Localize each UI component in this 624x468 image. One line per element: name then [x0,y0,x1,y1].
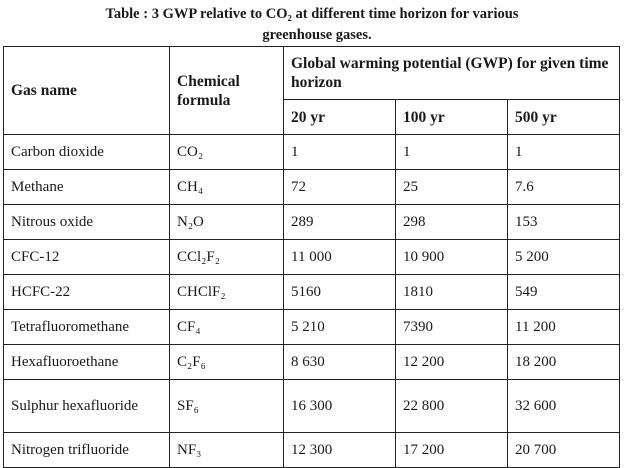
gwp-20yr-cell: 5160 [284,275,396,310]
gwp-20yr-cell: 12 300 [284,433,396,468]
gwp-100yr-cell: 25 [396,170,508,205]
header-gas-name: Gas name [4,47,170,135]
gwp-500yr-cell: 18 200 [508,345,620,380]
header-100yr: 100 yr [396,100,508,135]
gwp-20yr-cell: 11 000 [284,240,396,275]
formula-cell: CO₂ [170,135,284,170]
gwp-100yr-cell: 22 800 [396,380,508,433]
gwp-500yr-cell: 549 [508,275,620,310]
formula-cell: NF₃ [170,433,284,468]
gwp-500yr-cell: 11 200 [508,310,620,345]
table-caption [0,4,624,46]
gwp-100yr-cell: 1 [396,135,508,170]
gwp-20yr-cell: 72 [284,170,396,205]
formula-cell: C₂F₆ [170,345,284,380]
gwp-500yr-cell: 1 [508,135,620,170]
formula-cell: CCl₂F₂ [170,240,284,275]
gas-name-cell: Carbon dioxide [4,135,170,170]
gwp-100yr-cell: 7390 [396,310,508,345]
formula-cell: N₂O [170,205,284,240]
table-row [4,345,620,380]
table-row [4,205,620,240]
gwp-500yr-cell: 153 [508,205,620,240]
gwp-20yr-cell: 5 210 [284,310,396,345]
gwp-20yr-cell: 8 630 [284,345,396,380]
gas-name-cell: CFC-12 [4,240,170,275]
gwp-table [3,46,620,468]
gas-name-cell: HCFC-22 [4,275,170,310]
gwp-100yr-cell: 10 900 [396,240,508,275]
gwp-100yr-cell: 298 [396,205,508,240]
gas-name-cell: Nitrous oxide [4,205,170,240]
header-gwp: Global warming potential (GWP) for given time horizon [284,47,620,100]
formula-cell: CHClF₂ [170,275,284,310]
gwp-500yr-cell: 7.6 [508,170,620,205]
caption-line-2: greenhouse gases. [262,27,372,43]
gwp-20yr-cell: 289 [284,205,396,240]
gwp-100yr-cell: 17 200 [396,433,508,468]
gas-name-cell: Methane [4,170,170,205]
header-500yr: 500 yr [508,100,620,135]
header-chemical-formula: Chemical formula [170,47,284,135]
gas-name-cell: Hexafluoroethane [4,345,170,380]
table-row [4,275,620,310]
table-row [4,135,620,170]
gas-name-cell: Sulphur hexafluoride [4,380,170,433]
table-row [4,380,620,433]
formula-cell: CH₄ [170,170,284,205]
caption-line-1: Table : 3 GWP relative to CO₂ at different time horizon for various [105,6,519,22]
gwp-20yr-cell: 16 300 [284,380,396,433]
gwp-500yr-cell: 32 600 [508,380,620,433]
table-row [4,170,620,205]
table-row [4,240,620,275]
table-row [4,310,620,345]
formula-cell: SF₆ [170,380,284,433]
gwp-20yr-cell: 1 [284,135,396,170]
gwp-500yr-cell: 5 200 [508,240,620,275]
gas-name-cell: Tetrafluoromethane [4,310,170,345]
header-20yr: 20 yr [284,100,396,135]
gas-name-cell: Nitrogen trifluoride [4,433,170,468]
table-row [4,433,620,468]
gwp-500yr-cell: 20 700 [508,433,620,468]
gwp-100yr-cell: 1810 [396,275,508,310]
formula-cell: CF₄ [170,310,284,345]
gwp-100yr-cell: 12 200 [396,345,508,380]
